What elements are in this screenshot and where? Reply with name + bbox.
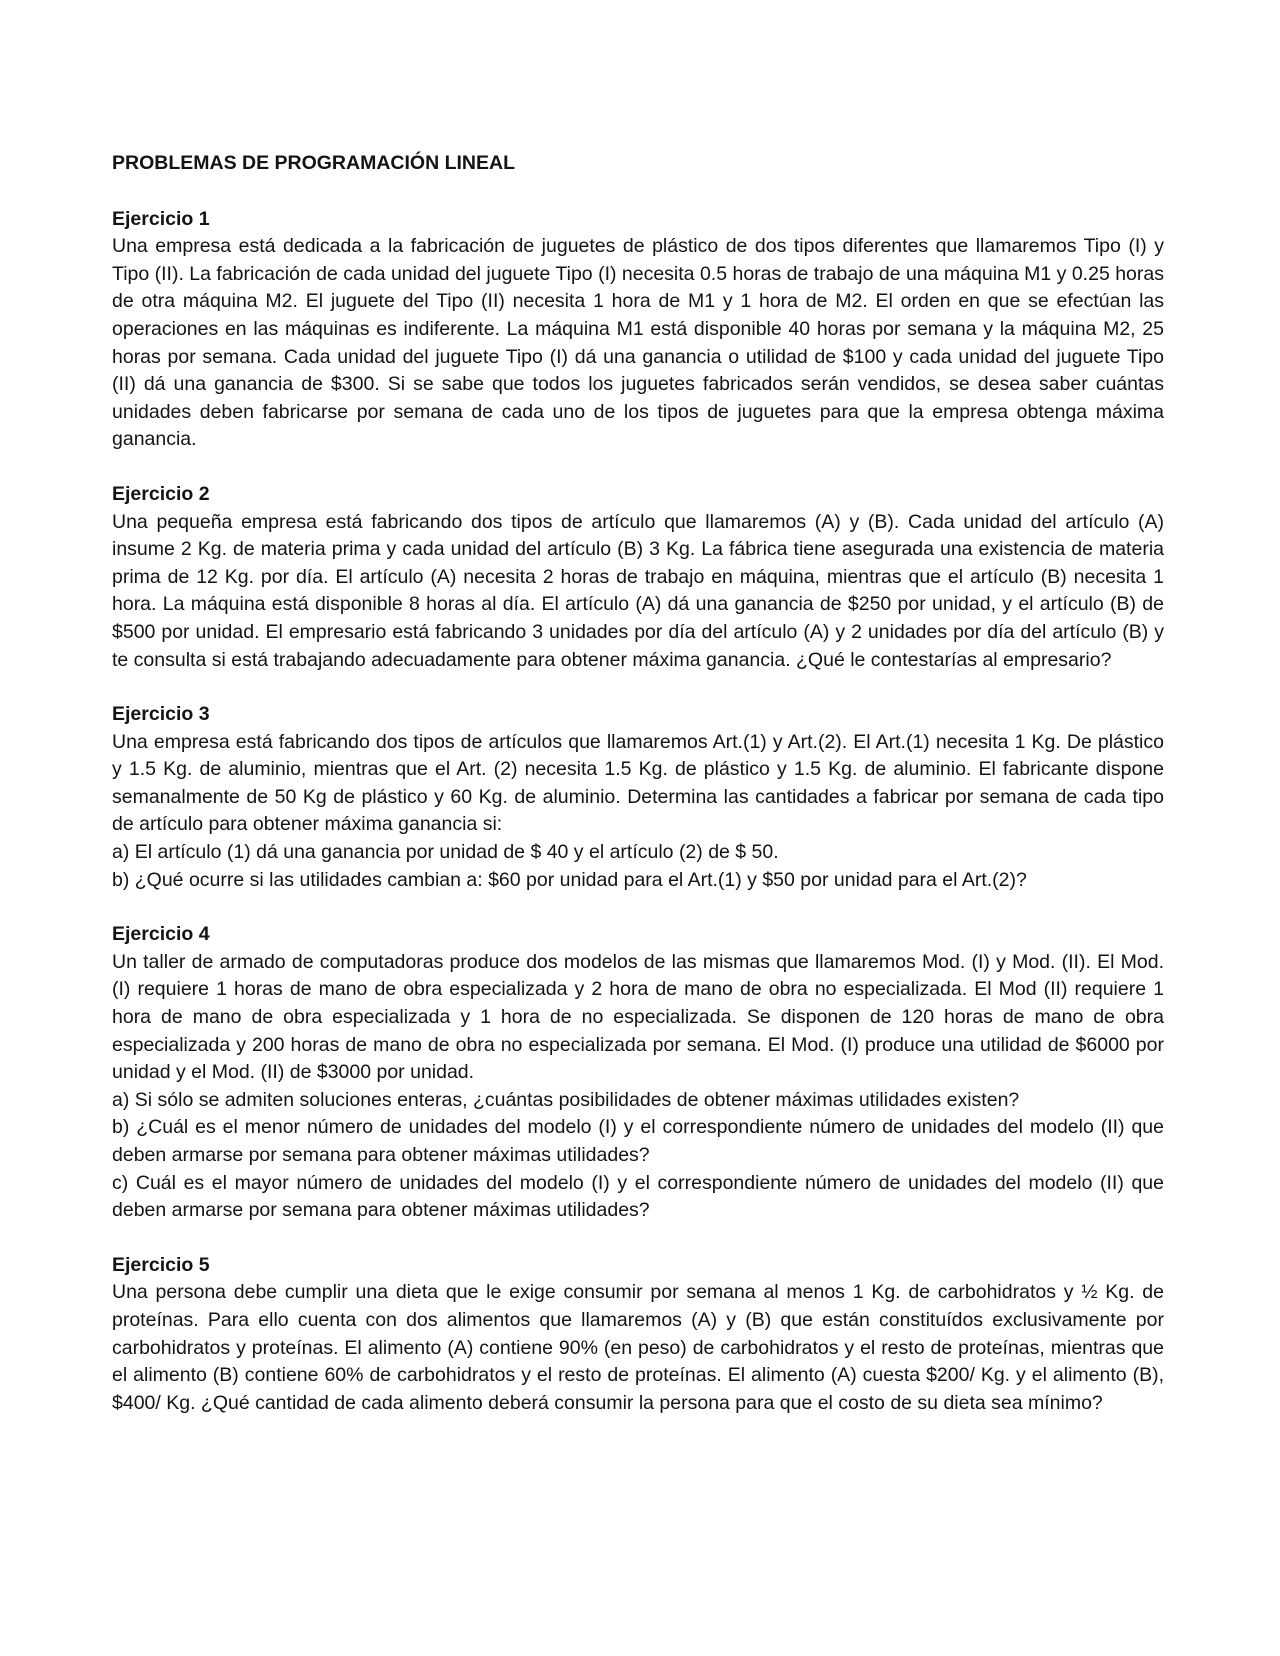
exercise-item-a: a) Si sólo se admiten soluciones enteras, ¿cuántas posibilidades de obtener máximas utilidades existen? [112,1088,1020,1111]
exercise-item-a: a) El artículo (1) dá una ganancia por unidad de $ 40 y el artículo (2) de $ 50. [112,841,779,864]
exercise-item-b: b) ¿Qué ocurre si las utilidades cambian a: $60 por unidad para el Art.(1) y $50 por unidad para el Art.(2)? [112,868,1027,891]
exercise-heading: Ejercicio 2 [112,482,210,505]
document-title: PROBLEMAS DE PROGRAMACIÓN LINEAL [112,152,516,174]
exercise-heading: Ejercicio 3 [112,703,210,726]
exercise-statement: Una empresa está fabricando dos tipos de artículos que llamaremos Art.(1) y Art.(2). El Art.(1) necesita 1 Kg. De plástico y 1.5 Kg. de aluminio, mientras que el Art. (2) necesita 1.5 Kg. de plástico y 1.5 Kg. de aluminio. El fabricante dispone semanalmente de 50 Kg de plástico y 60 Kg. de aluminio. Determina las cantidades a fabricar por semana de cada tipo de artículo para obtener máxima ganancia si: [112,730,1164,836]
document-page [112,150,1164,1444]
exercise-statement: Un taller de armado de computadoras produce dos modelos de las mismas que llamaremos Mod. (I) y Mod. (II). El Mod.(I) requiere 1 horas de mano de obra especializada y 2 hora de mano de obra no especializada. El Mod (II) requiere 1 hora de mano de obra especializada y 1 hora de no especializada. Se disponen de 120 horas de mano de obra especializada y 200 horas de mano de obra no especializada por semana. El Mod. (I) produce una utilidad de $6000 por unidad y el Mod. (II) de $3000 por unidad. [112,950,1164,1084]
exercise-heading: Ejercicio 1 [112,207,210,230]
exercise-item-b: b) ¿Cuál es el menor número de unidades del modelo (I) y el correspondiente número de unidades del modelo (II) que deben armarse por semana para obtener máximas utilidades? [112,1116,1164,1166]
exercise-statement: Una persona debe cumplir una dieta que le exige consumir por semana al menos 1 Kg. de carbohidratos y ½ Kg. de proteínas. Para ello cuenta con dos alimentos que llamaremos (A) y (B) que están constituídos exclusivamente por carbohidratos y proteínas. El alimento (A) contiene 90% (en peso) de carbohidratos y el resto de proteínas, mientras que el alimento (B) contiene 60% de carbohidratos y el resto de proteínas. El alimento (A) cuesta $200/ Kg. y el alimento (B), $400/ Kg. ¿Qué cantidad de cada alimento deberá consumir la persona para que el costo de su dieta sea mínimo? [112,1281,1164,1414]
exercise-heading: Ejercicio 4 [112,923,210,946]
exercise-heading: Ejercicio 5 [112,1253,210,1276]
exercise-1 [112,206,1164,454]
exercise-statement: Una pequeña empresa está fabricando dos tipos de artículo que llamaremos (A) y (B). Cada unidad del artículo (A) insume 2 Kg. de materia prima y cada unidad del artículo (B) 3 Kg. La fábrica tiene asegurada una existencia de materia prima de 12 Kg. por día. El artículo (A) necesita 2 horas de trabajo en máquina, mientras que el artículo (B) necesita 1 hora. La máquina está disponible 8 horas al día. El artículo (A) dá una ganancia de $250 por unidad, y el artículo (B) de $500 por unidad. El empresario está fabricando 3 unidades por día del artículo (A) y 2 unidades por día del artículo (B) y te consulta si está trabajando adecuadamente para obtener máxima ganancia. ¿Qué le contestarías al empresario? [112,510,1164,671]
exercise-4 [112,921,1164,1225]
exercise-5 [112,1252,1164,1418]
exercise-item-c: c) Cuál es el mayor número de unidades del modelo (I) y el correspondiente número de unidades del modelo (II) que deben armarse por semana para obtener máximas utilidades? [112,1171,1164,1222]
exercise-2 [112,481,1164,674]
exercise-3 [112,701,1164,894]
exercise-statement: Una empresa está dedicada a la fabricación de juguetes de plástico de dos tipos diferentes que llamaremos Tipo (I) y Tipo (II). La fabricación de cada unidad del juguete Tipo (I) necesita 0.5 horas de trabajo de una máquina M1 y 0.25 horas de otra máquina M2. El juguete del Tipo (II) necesita 1 hora de M1 y 1 hora de M2. El orden en que se efectúan las operaciones en las máquinas es indiferente. La máquina M1 está disponible 40 horas por semana y la máquina M2, 25 horas por semana. Cada unidad del juguete Tipo (I) dá una ganancia o utilidad de $100 y cada unidad del juguete Tipo (II) dá una ganancia de $300. Si se sabe que todos los juguetes fabricados serán vendidos, se desea saber cuántas unidades deben fabricarse por semana de cada uno de los tipos de juguetes para que la empresa obtenga máxima ganancia. [112,235,1164,451]
